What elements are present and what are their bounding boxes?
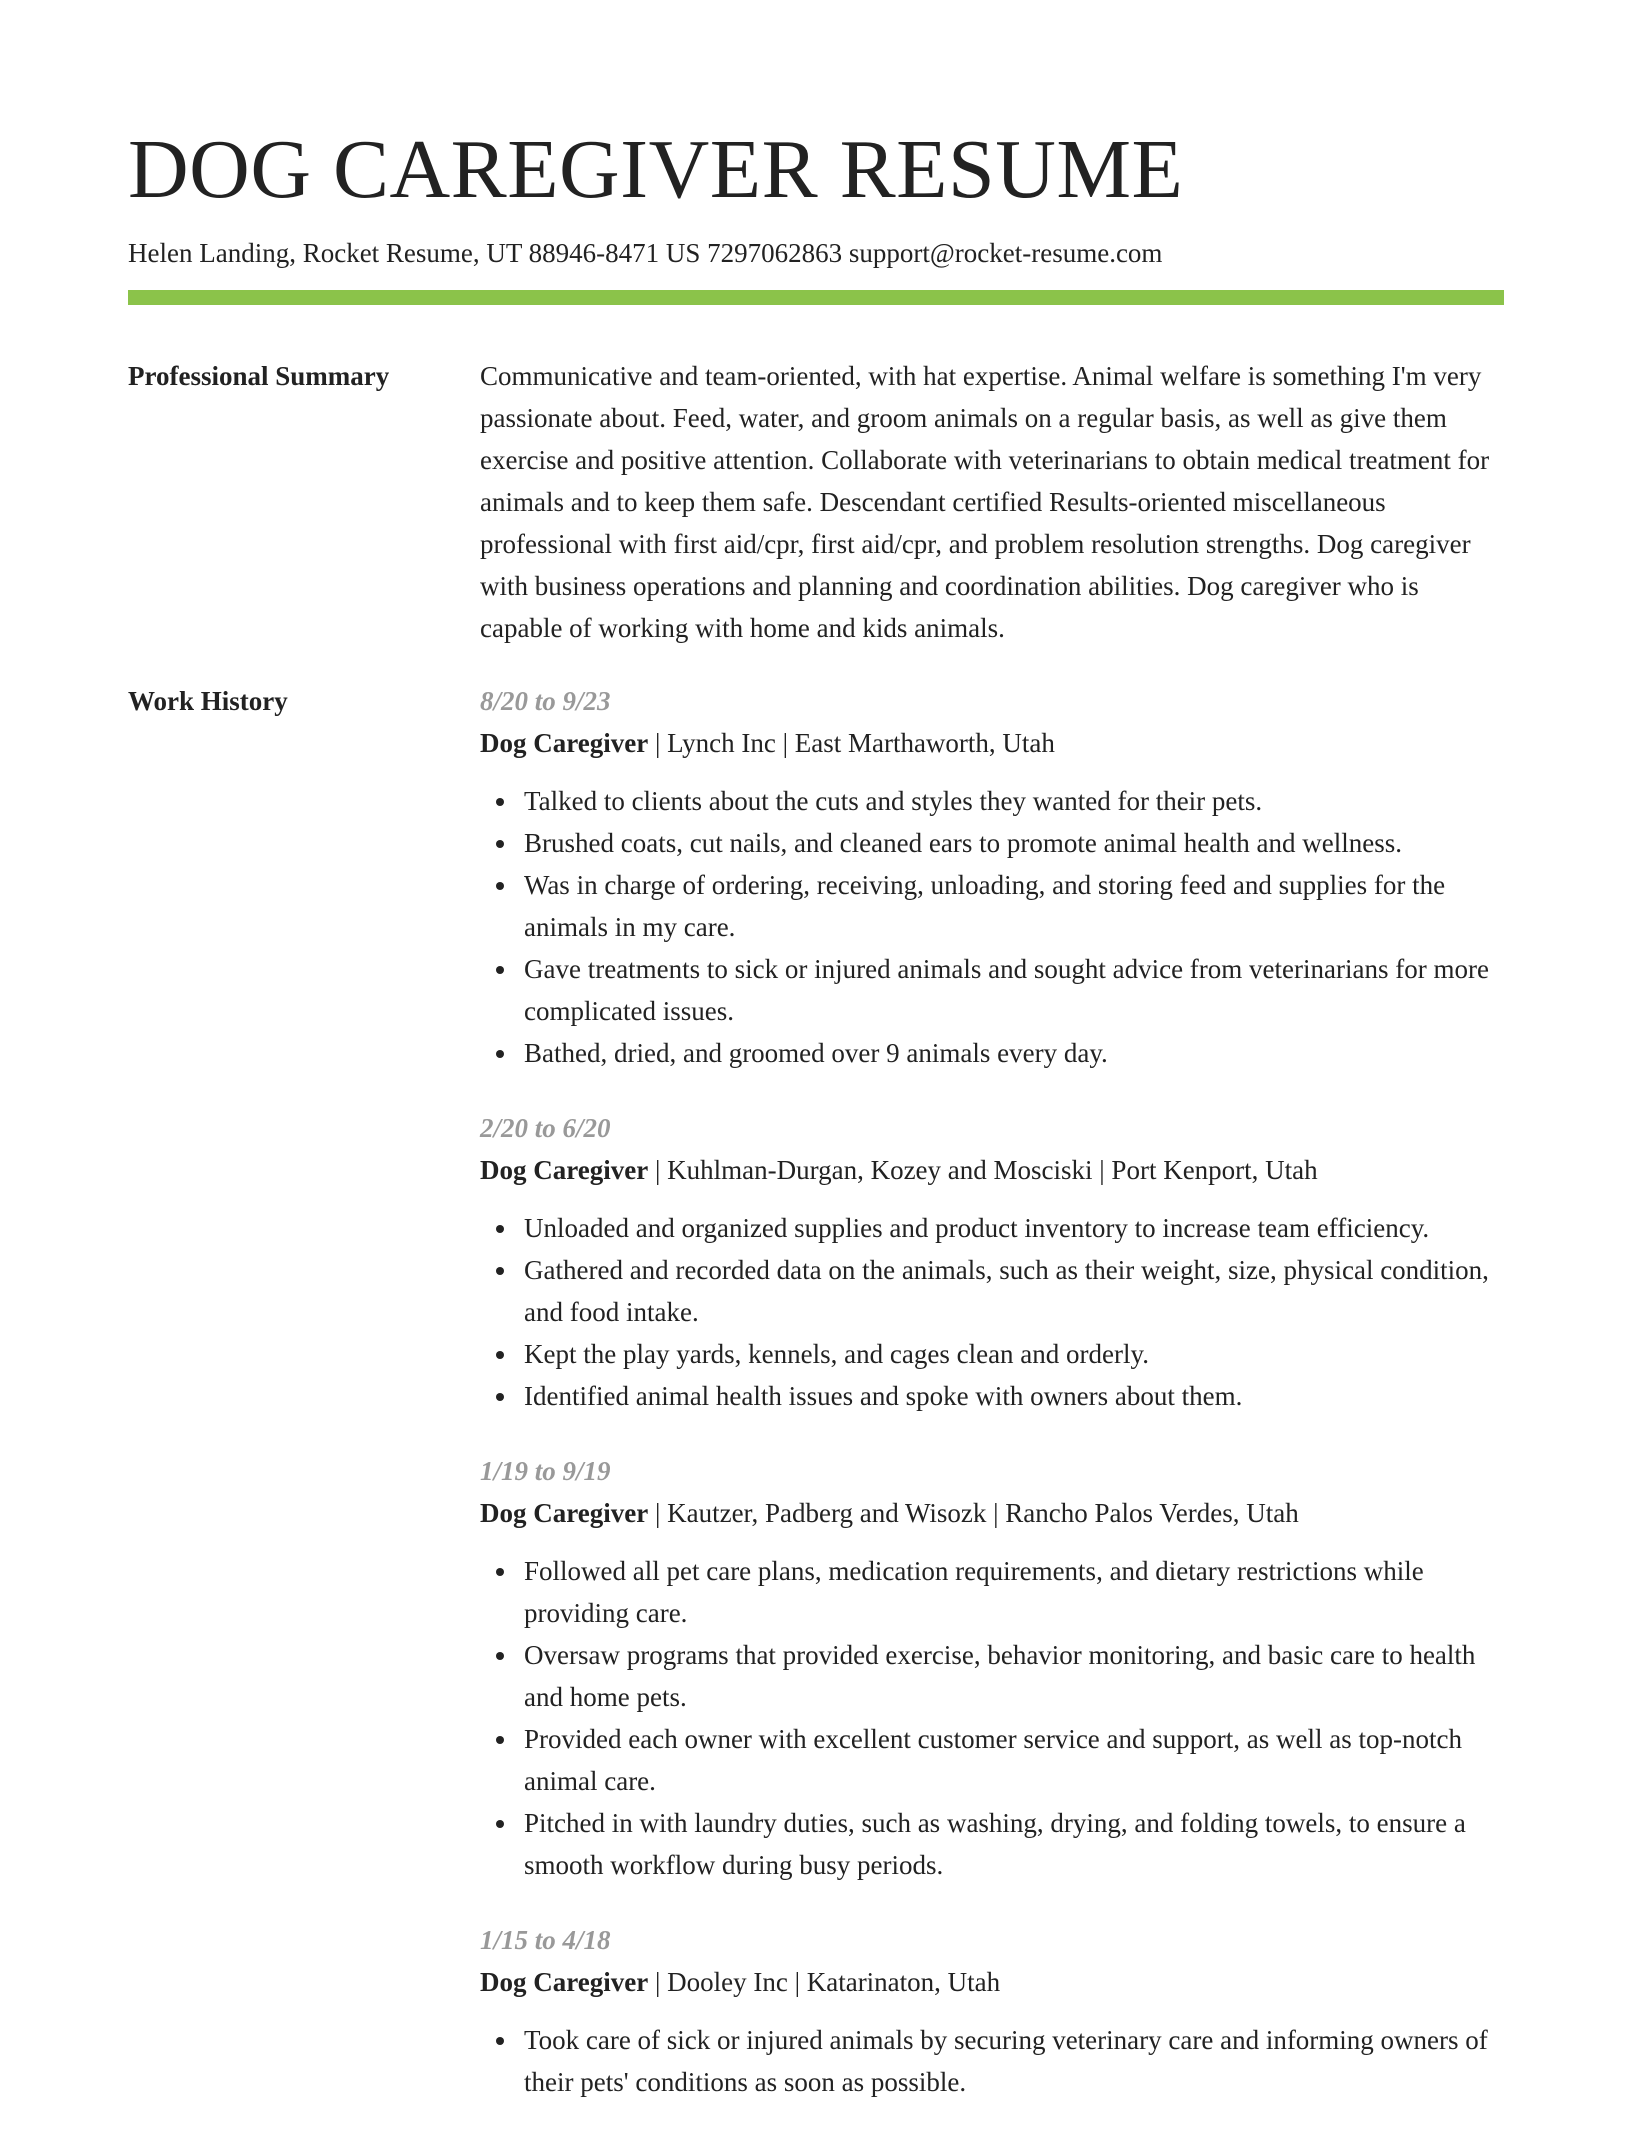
summary-body [480,355,1504,649]
job-title: Dog Caregiver [480,1967,649,1997]
resume-page [128,0,1504,2136]
job-bullet: Gathered and recorded data on the animals, such as their weight, size, physical condition, and food intake. [480,1249,1504,1333]
resume-title: DOG CAREGIVER RESUME [128,123,1184,216]
job-bullet-list [480,1550,1504,1886]
job-bullet-list [480,2019,1504,2103]
accent-rule [128,290,1504,305]
job-bullet: Was in charge of ordering, receiving, unloading, and storing feed and supplies for the animals in my care. [480,864,1504,948]
job-employer-location: | Kautzer, Padberg and Wisozk | Rancho Palos Verdes, Utah [648,1498,1299,1528]
job-entry [480,1919,1504,2103]
job-bullet: Took care of sick or injured animals by securing veterinary care and informing owners of their pets' conditions as soon as possible. [480,2019,1504,2103]
job-bullet: Unloaded and organized supplies and product inventory to increase team efficiency. [480,1207,1504,1249]
job-heading [480,722,1504,764]
work-history-section [128,680,1504,2136]
section-label-work-history: Work History [128,686,288,716]
job-dates: 1/15 to 4/18 [480,1925,611,1955]
job-entry [480,680,1504,1074]
job-entry [480,1107,1504,1417]
job-bullet: Gave treatments to sick or injured animals and sought advice from veterinarians for more complicated issues. [480,948,1504,1032]
job-bullet: Provided each owner with excellent customer service and support, as well as top-notch animal care. [480,1718,1504,1802]
job-title: Dog Caregiver [480,1155,649,1185]
job-heading [480,1961,1504,2003]
professional-summary-section [128,355,1504,649]
job-bullet-list [480,1207,1504,1417]
job-bullet: Bathed, dried, and groomed over 9 animals every day. [480,1032,1504,1074]
job-entry [480,1450,1504,1886]
job-bullet: Followed all pet care plans, medication requirements, and dietary restrictions while providing care. [480,1550,1504,1634]
job-bullet: Oversaw programs that provided exercise, behavior monitoring, and basic care to health and home pets. [480,1634,1504,1718]
job-dates: 2/20 to 6/20 [480,1113,611,1143]
job-employer-location: | Lynch Inc | East Marthaworth, Utah [648,728,1055,758]
summary-text: Communicative and team-oriented, with hat expertise. Animal welfare is something I'm very passionate about. Feed, water, and groom animals on a regular basis, as well as give them exercise and positive attention. Collaborate with veterinarians to obtain medical treatment for animals and to keep them safe. Descendant certified Results-oriented miscellaneous professional with first aid/cpr, first aid/cpr, and problem resolution strengths. Dog caregiver with business operations and planning and coordination abilities. Dog caregiver who is capable of working with home and kids animals. [480,361,1490,643]
job-heading [480,1149,1504,1191]
job-heading [480,1492,1504,1534]
job-title: Dog Caregiver [480,728,649,758]
job-bullet: Talked to clients about the cuts and styles they wanted for their pets. [480,780,1504,822]
work-history-list [480,680,1504,2136]
job-bullet: Brushed coats, cut nails, and cleaned ears to promote animal health and wellness. [480,822,1504,864]
job-dates: 8/20 to 9/23 [480,686,611,716]
section-label-professional-summary: Professional Summary [128,361,390,391]
job-bullet: Identified animal health issues and spoke with owners about them. [480,1375,1504,1417]
job-dates: 1/19 to 9/19 [480,1456,611,1486]
job-employer-location: | Kuhlman-Durgan, Kozey and Mosciski | Port Kenport, Utah [648,1155,1318,1185]
job-title: Dog Caregiver [480,1498,649,1528]
job-employer-location: | Dooley Inc | Katarinaton, Utah [648,1967,1001,1997]
job-bullet: Pitched in with laundry duties, such as washing, drying, and folding towels, to ensure a smooth workflow during busy periods. [480,1802,1504,1886]
job-bullet-list [480,780,1504,1074]
job-bullet: Kept the play yards, kennels, and cages clean and orderly. [480,1333,1504,1375]
contact-line: Helen Landing, Rocket Resume, UT 88946-8471 US 7297062863 support@rocket-resume.com [128,238,1163,268]
